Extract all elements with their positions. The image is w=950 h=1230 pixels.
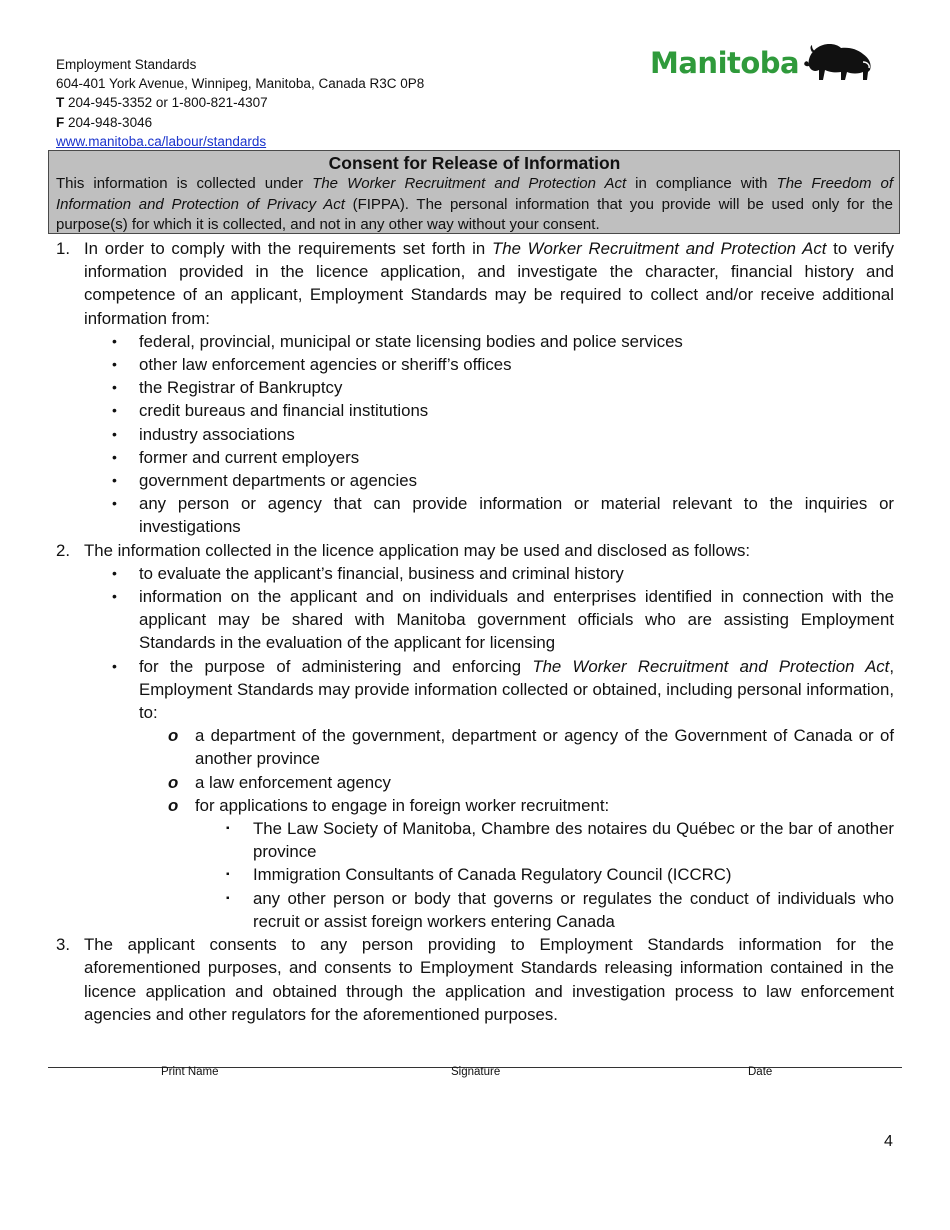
subsub-list-item bbox=[56, 817, 894, 863]
list-item-text: any person or agency that can provide information or material relevant to the inquiries or investigations bbox=[139, 494, 894, 537]
bullet-icon: • bbox=[112, 472, 117, 489]
b3-text-b: , Employment Standards may provide information collected or obtained, including personal information, to: bbox=[139, 656, 894, 723]
square-bullet-icon: ▪ bbox=[226, 823, 230, 835]
intro-text-2: in compliance with bbox=[626, 175, 777, 192]
term-3 bbox=[56, 933, 894, 1026]
intro-act-1: The Worker Recruitment and Protection Act bbox=[312, 175, 627, 192]
circle-bullet-icon: o bbox=[168, 726, 179, 746]
list-item bbox=[56, 376, 894, 399]
print-name-label: Print Name bbox=[161, 1066, 219, 1078]
list-item bbox=[56, 585, 894, 655]
phone-line bbox=[56, 93, 424, 112]
list-item bbox=[56, 353, 894, 376]
term-text bbox=[84, 237, 894, 330]
fax-number: 204-948-3046 bbox=[68, 114, 153, 130]
list-item bbox=[56, 492, 894, 538]
sub-list-item bbox=[56, 794, 894, 817]
fax-line bbox=[56, 113, 424, 132]
phone-number: 204-945-3352 or 1-800-821-4307 bbox=[68, 95, 268, 111]
list-item bbox=[56, 562, 894, 585]
bullet-icon: • bbox=[112, 657, 117, 674]
contact-header bbox=[56, 55, 424, 151]
b3-text-a: for the purpose of administering and enforcing bbox=[139, 656, 533, 676]
bullet-icon: • bbox=[112, 402, 117, 419]
term-text: The applicant consents to any person providing to Employment Standards information for the aforementioned purposes, and consents to Employment Standards releasing information contained in the licence application and obtained through the application and investigation process to law enforcement agencies and other regulators for the aforementioned purposes. bbox=[84, 935, 894, 1024]
term-number: 2. bbox=[56, 540, 70, 560]
consent-box bbox=[48, 150, 900, 234]
list-item bbox=[56, 655, 894, 725]
bullet-icon: • bbox=[112, 495, 117, 512]
phone-label: T bbox=[56, 95, 65, 111]
list-item-text: government departments or agencies bbox=[139, 471, 417, 491]
bullet-icon: • bbox=[112, 379, 117, 396]
sub-list-item bbox=[56, 771, 894, 794]
circle-bullet-icon: o bbox=[168, 795, 179, 815]
date-label: Date bbox=[748, 1066, 773, 1078]
bullet-icon: • bbox=[112, 356, 117, 373]
square-bullet-icon: ▪ bbox=[226, 892, 230, 904]
consent-terms bbox=[56, 237, 894, 1026]
bullet-icon: • bbox=[112, 564, 117, 581]
list-item-text bbox=[139, 655, 894, 725]
logo-text: Manitoba bbox=[650, 46, 800, 80]
manitoba-logo bbox=[650, 40, 880, 90]
list-item-text: information on the applicant and on individuals and enterprises identified in connection with the applicant may be shared with Manitoba government officials who are assisting Employment Standards in the evaluation of the applicant for licensing bbox=[139, 587, 894, 653]
subsub-list-item bbox=[56, 887, 894, 933]
bullet-icon: • bbox=[112, 588, 117, 605]
list-item-text: a law enforcement agency bbox=[195, 772, 391, 792]
term-1-text-a: In order to comply with the requirements set forth in bbox=[84, 239, 492, 258]
term-number: 3. bbox=[56, 935, 70, 955]
page-number: 4 bbox=[884, 1133, 893, 1150]
consent-intro bbox=[56, 174, 893, 236]
term-number: 1. bbox=[56, 239, 70, 258]
list-item-text: other law enforcement agencies or sheriff’s offices bbox=[139, 355, 512, 375]
term-text: The information collected in the licence application may be used and disclosed as follows: bbox=[84, 540, 751, 560]
intro-text-1: This information is collected under bbox=[56, 175, 313, 192]
list-item-text: the Registrar of Bankruptcy bbox=[139, 378, 343, 398]
intro-act-2: The Freedom of Information and Protection of Privacy Act bbox=[56, 175, 893, 213]
list-item-text: to evaluate the applicant’s financial, business and criminal history bbox=[139, 563, 624, 583]
term-1 bbox=[56, 237, 894, 330]
list-item-text: federal, provincial, municipal or state licensing bodies and police services bbox=[139, 331, 683, 351]
list-item bbox=[56, 446, 894, 469]
list-item-text: The Law Society of Manitoba, Chambre des notaires du Québec or the bar of another province bbox=[253, 819, 894, 862]
term-1-act: The Worker Recruitment and Protection Act bbox=[492, 239, 827, 258]
website-link[interactable]: www.manitoba.ca/labour/standards bbox=[56, 133, 267, 149]
list-item-text: former and current employers bbox=[139, 447, 360, 467]
subsub-list-item bbox=[56, 863, 894, 886]
bullet-icon: • bbox=[112, 425, 117, 442]
signature-label: Signature bbox=[451, 1066, 501, 1078]
circle-bullet-icon: o bbox=[168, 772, 179, 792]
consent-title: Consent for Release of Information bbox=[328, 153, 621, 173]
term-1-text-b: to verify information provided in the licence application, and investigate the character, financial history and competence of an applicant, Employment Standards may be required to collect and/or receive additional information from: bbox=[84, 239, 895, 328]
b3-act: The Worker Recruitment and Protection Act bbox=[532, 656, 890, 676]
list-item-text: a department of the government, department or agency of the Government of Canada or of another province bbox=[195, 726, 894, 769]
bison-icon bbox=[803, 40, 873, 84]
list-item bbox=[56, 330, 894, 353]
org-name: Employment Standards bbox=[56, 57, 197, 72]
square-bullet-icon: ▪ bbox=[226, 869, 230, 881]
fax-label: F bbox=[56, 114, 65, 130]
list-item bbox=[56, 423, 894, 446]
address: 604-401 York Avenue, Winnipeg, Manitoba, Canada R3C 0P8 bbox=[56, 76, 425, 92]
term-2 bbox=[56, 539, 894, 562]
list-item-text: for applications to engage in foreign worker recruitment: bbox=[195, 795, 610, 815]
intro-text-3: (FIPPA). The personal information that you provide will be used only for the purpose(s) for which it is collected, and not in any other way without your consent. bbox=[56, 195, 893, 233]
sub-list-item bbox=[56, 724, 894, 770]
list-item-text: credit bureaus and financial institutions bbox=[139, 401, 429, 421]
bullet-icon: • bbox=[112, 332, 117, 349]
list-item bbox=[56, 399, 894, 422]
list-item-text: Immigration Consultants of Canada Regulatory Council (ICCRC) bbox=[253, 865, 732, 885]
list-item bbox=[56, 469, 894, 492]
list-item-text: any other person or body that governs or regulates the conduct of individuals who recruit or assist foreign workers entering Canada bbox=[253, 888, 894, 931]
bullet-icon: • bbox=[112, 448, 117, 465]
list-item-text: industry associations bbox=[139, 424, 295, 444]
